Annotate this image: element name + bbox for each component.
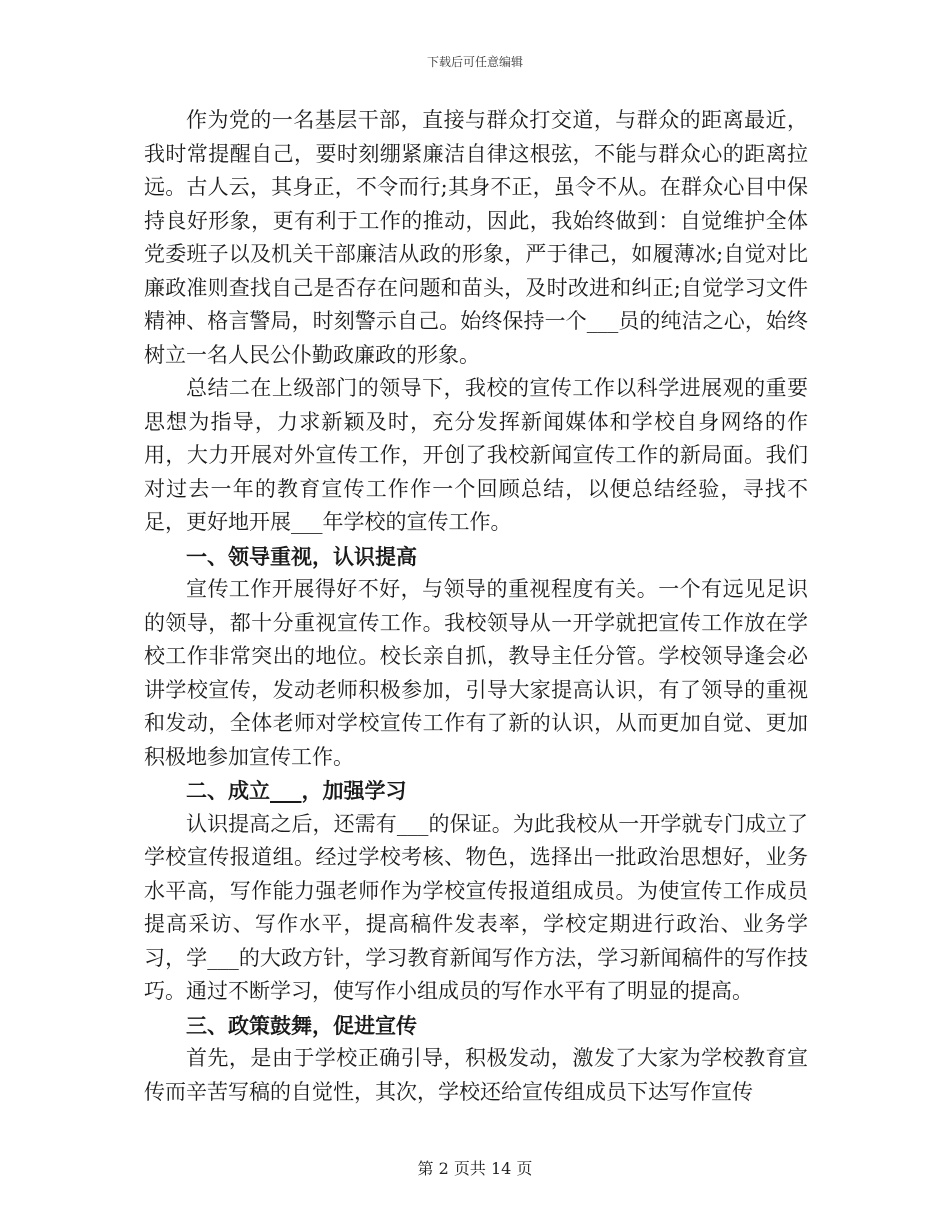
section-text-leadership: 宣传工作开展得好不好，与领导的重视程度有关。一个有远见足识的领导，都十分重视宣传工作。我校领导从一开学就把宣传工作放在学校工作非常突出的地位。校长亲自抓，教导主任分管。学校领导逢会必讲学校宣传，发动老师积极参加，引导大家提高认识，有了领导的重视和发动，全体老师对学校宣传工作有了新的认识，从而更加自觉、更加积极地参加宣传工作。	[144, 577, 808, 769]
page-header-note: 下载后可任意编辑	[426, 55, 523, 69]
document-body	[144, 104, 808, 1109]
section-text-policy: 首先，是由于学校正确引导，积极发动，激发了大家为学校教育宣传而辛苦写稿的自觉性，其次，学校还给宣传组成员下达写作宣传	[144, 1046, 808, 1104]
section-heading-leadership: 一、领导重视，认识提高	[186, 543, 417, 569]
section-heading-policy: 三、政策鼓舞，促进宣传	[186, 1012, 417, 1038]
section-text-organization: 认识提高之后，还需有___的保证。为此我校从一开学就专门成立了学校宣传报道组。经过学校考核、物色，选择出一批政治思想好，业务水平高，写作能力强老师作为学校宣传报道组成员。为使宣传工作成员提高采访、写作水平，提高稿件发表率，学校定期进行政治、业务学习，学___的大政方针，学习教育新闻写作方法，学习新闻稿件的写作技巧。通过不断学习，使写作小组成员的写作水平有了明显的提高。	[144, 811, 808, 1003]
section-heading-organization: 二、成立___，加强学习	[186, 778, 407, 803]
page-number: 第 2 页共 14 页	[417, 1159, 533, 1178]
paragraph-summary-two-intro: 总结二在上级部门的领导下，我校的宣传工作以科学进展观的重要思想为指导，力求新颖及时，充分发挥新闻媒体和学校自身网络的作用，大力开展对外宣传工作，开创了我校新闻宣传工作的新局面。我们对过去一年的教育宣传工作作一个回顾总结，以便总结经验，寻找不足，更好地开展___年学校的宣传工作。	[144, 376, 808, 534]
paragraph-integrity: 作为党的一名基层干部，直接与群众打交道，与群众的距离最近，我时常提醒自己，要时刻绷紧廉洁自律这根弦，不能与群众心的距离拉远。古人云，其身正，不令而行;其身不正，虽令不从。在群众心目中保持良好形象，更有利于工作的推动，因此，我始终做到：自觉维护全体党委班子以及机关干部廉洁从政的形象，严于律己，如履薄冰;自觉对比廉政准则查找自己是否存在问题和苗头，及时改进和纠正;自觉学习文件精神、格言警局，时刻警示自己。始终保持一个___员的纯洁之心，始终树立一名人民公仆勤政廉政的形象。	[144, 108, 808, 367]
